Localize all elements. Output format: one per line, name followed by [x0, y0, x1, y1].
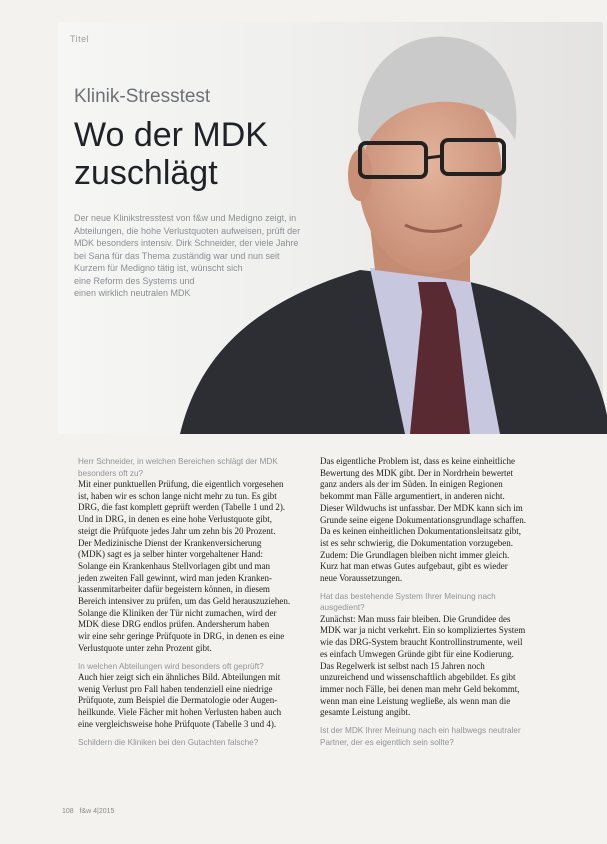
answer-line: Prüfquote, zum Beispiel die Dermatologie oder Augen-	[78, 695, 278, 706]
article-headline	[74, 116, 268, 192]
headline-line: Wo der MDK	[74, 116, 268, 154]
answer-line: wenn man eine Leistung wegließe, als wenn man die	[320, 695, 511, 706]
answer-line: wie das DRG-System braucht Kontrollinstrumente, weil	[320, 637, 523, 648]
answer-line: gesamte Leistung angibt.	[320, 707, 411, 718]
answer-line: Bereich intensiver zu prüfen, um das Geld herauszuziehen.	[78, 596, 291, 607]
interview-column-left	[78, 456, 310, 748]
intro-line: MDK besonders intensiv. Dirk Schneider, der viele Jahre	[74, 238, 299, 248]
answer-line: immer noch Fälle, bei denen man mehr Geld bekommt,	[320, 683, 520, 694]
interview-column-right	[320, 456, 552, 748]
question-line: Schildern die Kliniken bei den Gutachten falsche?	[78, 737, 259, 747]
answer-line: unzureichend und wissenschaftlich abgebildet. Es gibt	[320, 672, 516, 683]
answer-line: Das eigentliche Problem ist, dass es keine einheitliche	[320, 456, 515, 466]
answer-line: DRG, die fast komplett geprüft werden (Tabelle 1 und 2).	[78, 502, 286, 513]
question-line: besonders oft zu?	[78, 468, 144, 478]
answer-line: wir eine sehr geringe Prüfquote in DRG, in denen es eine	[78, 631, 285, 642]
answer-line: Und in DRG, in denen es eine hohe Verlustquote gibt,	[78, 514, 273, 525]
intro-line: eine Reform des Systems und	[74, 275, 195, 286]
answer-line: Da es keinen einheitlichen Dokumentationsleitsatz gibt,	[320, 526, 521, 537]
answer-line: es einfach Umwegen Gründe gibt für eine Kodierung.	[320, 648, 514, 659]
question-line: Herr Schneider, in welchen Bereichen schlägt der MDK	[78, 457, 278, 466]
answer-line: Dieser Wildwuchs ist unfassbar. Der MDK kann sich im	[320, 502, 523, 513]
intro-line: bei Sana für das Thema zuständig war und nun seit	[74, 250, 280, 261]
section-rubric: Titel	[70, 34, 90, 44]
answer-line: wenig Verlust pro Fall haben tendenziell eine niedrige	[78, 683, 273, 694]
intro-line: Der neue Klinikstresstest von f&w und Medigno zeigt, in	[74, 213, 297, 223]
answer-line: heilkunde. Viele Fächer mit hohen Verlusten haben auch	[78, 707, 282, 718]
page-footer	[62, 808, 114, 815]
answer-line: steigt die Prüfquote jedes Jahr um zehn bis 20 Prozent.	[78, 525, 276, 536]
headline-line: zuschlägt	[74, 154, 218, 192]
question-line: Ist der MDK Ihrer Meinung nach ein halbwegs neutraler	[320, 726, 521, 736]
intro-line: Kurzem für Medigno tätig ist, wünscht sich	[74, 263, 243, 273]
answer-line: Das Regelwerk ist selbst nach 15 Jahren noch	[320, 660, 485, 671]
answer-line: ist, haben wir es schon lange nicht mehr zu tun. Es gibt	[78, 490, 277, 501]
answer-line: Grunde seine eigene Dokumentationsgrundlage schaffen.	[320, 514, 527, 525]
page-number: 108	[62, 808, 74, 815]
intro-line: einen wirklich neutralen MDK	[74, 288, 191, 298]
answer-line: kassenmitarbeiter dafür begeistern können, in diesem	[78, 584, 270, 595]
issue-label: f&w 4|2015	[79, 808, 115, 815]
question-line: Hat das bestehende System Ihrer Meinung nach	[320, 591, 496, 601]
intro-line: Abteilungen, die hohe Verlustquoten aufweisen, prüft der	[74, 225, 301, 236]
answer-line: Zudem: Die Grundlagen bleiben nicht immer gleich.	[320, 549, 510, 560]
article-kicker: Klinik-Stresstest	[74, 86, 211, 107]
answer-line: Solange die Kliniken der Tür nicht zumachen, wird der	[78, 607, 277, 618]
answer-line: bekommt man Fälle argumentiert, in anderen nicht.	[320, 491, 505, 502]
answer-line: Mit einer punktuellen Prüfung, die eigentlich vorgesehen	[78, 479, 284, 489]
answer-line: MDK war ja nicht verkehrt. Ein so kompliziertes System	[320, 625, 526, 636]
question-line: Partner, der es eigentlich sein sollte?	[320, 737, 454, 747]
answer-line: Auch hier zeigt sich ein ähnliches Bild. Abteilungen mit	[78, 672, 281, 683]
question-line: ausgedient?	[320, 603, 365, 613]
article-intro	[74, 212, 364, 300]
answer-line: Kurz hat man etwas Gutes aufgebaut, gibt es wieder	[320, 561, 508, 572]
answer-line: Verlustquote unter zehn Prozent gibt.	[78, 642, 212, 653]
answer-line: Solange ein Krankenhaus Stellvorlagen gibt und man	[78, 560, 270, 571]
answer-line: Der Medizinische Dienst der Krankenversicherung	[78, 537, 262, 548]
answer-line: ganz anders als der im Süden. In einigen Regionen	[320, 479, 503, 490]
answer-line: ist es sehr schwierig, die Dokumentation vorzugeben.	[320, 537, 513, 548]
question-line: In welchen Abteilungen wird besonders oft geprüft?	[78, 661, 264, 671]
answer-line: eine vergleichsweise hohe Prüfquote (Tabelle 3 und 4).	[78, 718, 277, 729]
answer-line: (MDK) sagt es ja selber hinter vorgehaltener Hand:	[78, 549, 264, 560]
answer-line: Zunächst: Man muss fair bleiben. Die Grundidee des	[320, 613, 511, 624]
answer-line: neue Voraussetzungen.	[320, 573, 403, 584]
answer-line: MDK diese DRG endlos prüfen. Andersherum haben	[78, 619, 270, 630]
answer-line: jeden zweiten Fall gewinnt, wird man jeden Kranken-	[78, 572, 272, 583]
answer-line: Bewertung des MDK gibt. Der in Nordrhein bewertet	[320, 467, 513, 478]
